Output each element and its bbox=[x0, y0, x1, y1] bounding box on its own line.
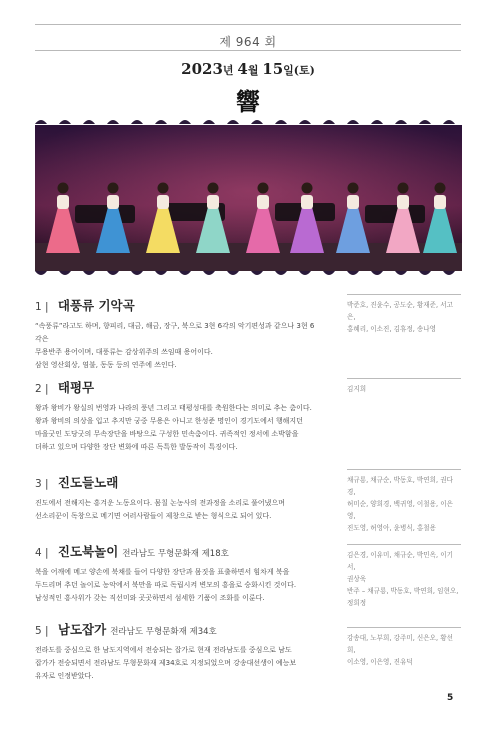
photo-top-border bbox=[35, 116, 462, 124]
performers-4: 김은경, 이유미, 채규순, 박민옥, 이기서, 권상욱 반주 – 채규룡, 박동호, 박연희, 임현오, 정희정 bbox=[347, 544, 461, 609]
performers-1: 박준호, 진윤수, 공도순, 황재준, 서고은, 홍혜리, 이소진, 김휴정, 송나영 bbox=[347, 294, 461, 335]
stage-scene bbox=[35, 125, 462, 271]
section-name: 남도잡가 bbox=[57, 622, 107, 637]
date-month-unit: 월 bbox=[247, 64, 259, 77]
section-title bbox=[35, 620, 320, 638]
section-title bbox=[35, 542, 320, 560]
section-name: 대풍류 기악곡 bbox=[57, 298, 135, 313]
section-name: 진도북놀이 bbox=[57, 544, 119, 559]
section-3 bbox=[35, 473, 320, 523]
performance-date bbox=[0, 60, 496, 78]
photo-bottom-border bbox=[35, 271, 462, 279]
issue-number: 제 964 회 bbox=[219, 35, 277, 49]
section-5 bbox=[35, 620, 320, 683]
date-month: 4 bbox=[237, 60, 248, 78]
performance-photo bbox=[35, 125, 462, 271]
section-subtitle: 전라남도 무형문화재 제34호 bbox=[110, 627, 217, 637]
section-name: 태평무 bbox=[57, 380, 95, 395]
section-title bbox=[35, 473, 320, 491]
section-number: 2 | bbox=[35, 383, 52, 395]
section-body: 북을 어깨에 메고 양손에 북채를 들어 다양한 장단과 몸짓을 표출하면서 힘차게 북을 두드리며 추던 놀이로 농악에서 북만을 따로 독립시켜 변모의 흥을로 승화시킨 것이다. 남성적인 흥사위가 갖는 직선미와 곳곳하면서 섬세한 기품이 조화를 이룬다. bbox=[35, 568, 297, 602]
section-number: 5 | bbox=[35, 625, 52, 637]
section-body: 진도에서 전해지는 흥겨운 노동요이다. 몸칠 논농사의 전과정을 소리로 풀어냈으며 선소리꾼이 독창으로 메기면 여러사람들이 제창으로 받는 형식으로 되어 있다. bbox=[35, 499, 285, 520]
page-number: 5 bbox=[447, 693, 454, 703]
section-subtitle: 전라남도 무형문화재 제18호 bbox=[122, 549, 229, 559]
section-title bbox=[35, 296, 320, 314]
section-4 bbox=[35, 542, 320, 605]
header-rule bbox=[35, 50, 461, 51]
date-year-unit: 년 bbox=[222, 64, 234, 77]
section-1 bbox=[35, 296, 320, 372]
top-rule bbox=[35, 24, 461, 25]
section-number: 1 | bbox=[35, 301, 52, 313]
performers-2: 김지희 bbox=[347, 378, 461, 395]
program-title: 響 bbox=[236, 87, 260, 116]
section-title bbox=[35, 378, 320, 396]
performers-3: 채규룡, 채규순, 박동호, 박연희, 권다경, 허미순, 양희경, 백귀영, 이철용, 이은영, 진도영, 허영아, 윤병식, 홍철용 bbox=[347, 469, 461, 534]
performers-5: 강송대, 노부희, 강주미, 신은오, 황선희, 이소영, 이은영, 진유덕 bbox=[347, 627, 461, 668]
section-2 bbox=[35, 378, 320, 454]
date-year: 2023 bbox=[181, 60, 223, 78]
section-body: 왕과 왕비가 왕실의 번영과 나라의 풍년 그리고 태평성대를 축원한다는 의미로 추는 춤이다. 왕과 왕비의 의상을 입고 추지만 궁중 무용은 아니고 한성준 명인이 경기도에서 행해지던 마을굿인 도당굿의 무속장단을 바탕으로 구성한 민속춤이다. 귀족적인 정서에 소박함을 더하고 있으며 다양한 장단 변화에 따른 독특한 발동작이 특징이다. bbox=[35, 404, 312, 451]
date-day-unit: 일(토) bbox=[283, 64, 315, 77]
date-day: 15 bbox=[262, 60, 284, 78]
section-number: 4 | bbox=[35, 547, 52, 559]
section-body: 전라도를 중심으로 한 남도지역에서 전승되는 잡가로 현재 전라남도를 중심으로 남도 잡가가 전승되면서 전라남도 무형문화재 제34호로 지정되었으며 강송대선생이 예능보 유자로 인정받았다. bbox=[35, 646, 297, 680]
section-name: 진도들노래 bbox=[57, 475, 119, 490]
section-body: “속풍류”라고도 하며, 향피리, 대금, 해금, 장구, 북으로 3현 6각의 악기편성과 같으나 3현 6각은 무용반주 용어이며, 대풍류는 감상위주의 쓰임때 용어이다. 삼현 영산회상, 염불, 동동 등의 연주에 쓰인다. bbox=[35, 322, 315, 369]
section-number: 3 | bbox=[35, 478, 52, 490]
